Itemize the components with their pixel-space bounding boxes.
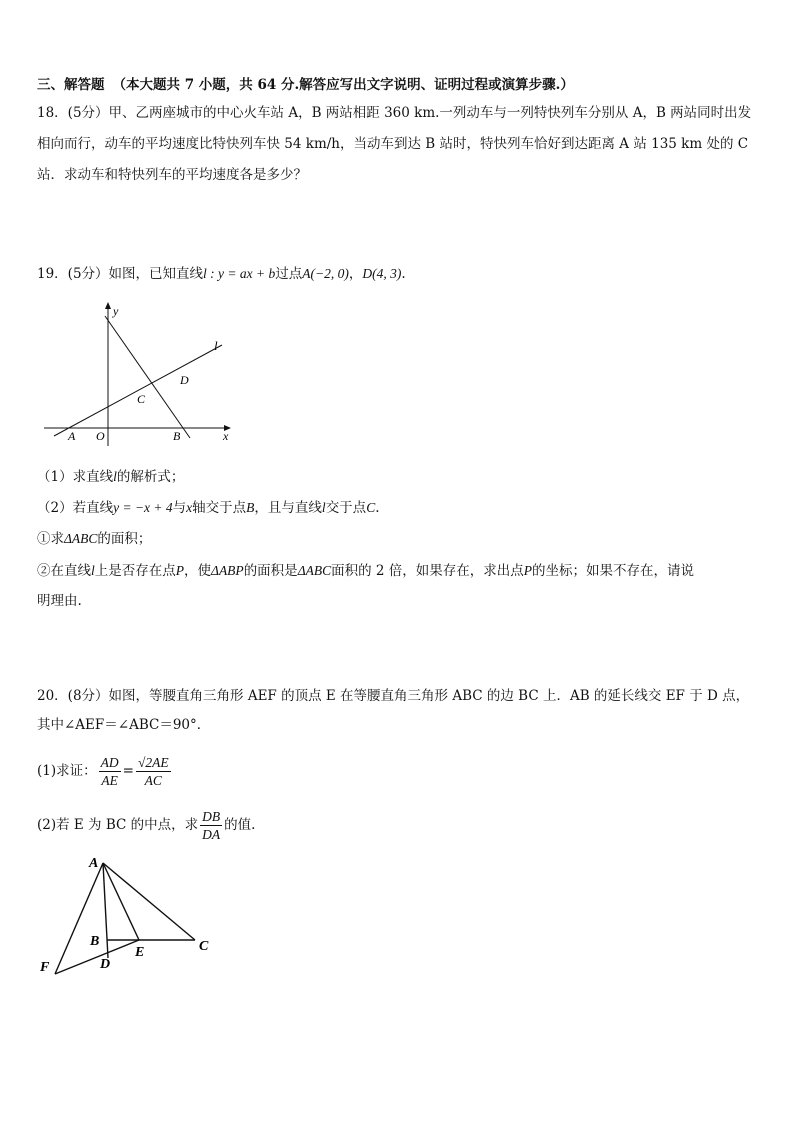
q20-part2-text-b: 的值.	[224, 817, 256, 833]
section-note: （本大题共 7 小题，共 64 分.解答应写出文字说明、证明过程或演算步骤.）	[112, 77, 574, 93]
q19-part-2	[37, 498, 380, 518]
fraction-numerator: DB	[202, 809, 221, 824]
label-c: C	[137, 392, 146, 406]
q19-sub2-text-c: ，使	[184, 563, 212, 579]
q19-sub-1	[37, 529, 151, 549]
q18-line-1: 18．(5分）甲、乙两座城市的中心火车站 A，B 两站相距 360 km.一列动车与一列特快列车分别从 A，B 两站同时出发	[37, 105, 752, 121]
q19-sub-2	[37, 561, 694, 581]
line-l	[54, 345, 222, 436]
line-bc	[105, 316, 190, 438]
q19-sub2-triangle-abc: ΔABC	[297, 563, 332, 578]
q19-sub2-var-p: P	[175, 563, 185, 578]
q19-sub2-text-d: 的面积是	[243, 563, 298, 579]
q19-sub2-triangle-abp: ΔABP	[211, 563, 244, 578]
fraction-root2ae-ac	[136, 754, 171, 789]
q19-sub2-line-2: 明理由.	[37, 593, 82, 609]
q19-part2-equation: y = −x + 4	[113, 500, 173, 515]
q19-part2-var-c: C	[366, 500, 376, 515]
q18-line-3: 站．求动车和特快列车的平均速度各是多少？	[37, 167, 307, 183]
q19-part2-var-b: B	[246, 500, 255, 515]
q20-triangle-figure	[35, 852, 225, 982]
q19-part2-var-l: l	[321, 500, 326, 515]
q20-line-1: 20．(8分）如图，等腰直角三角形 AEF 的顶点 E 在等腰直角三角形 ABC 的边 BC 上．AB 的延长线交 EF 于 D 点，	[37, 688, 750, 704]
q19-end: .	[401, 266, 406, 282]
q19-stem	[37, 264, 406, 284]
fraction-numerator: √2AE	[137, 755, 169, 770]
section-header	[37, 75, 574, 95]
q18-line-2: 相向而行，动车的平均速度比特快列车快 54 km/h，当动车到达 B 站时，特快列车恰好到达距离 A 站 135 km 处的 C	[37, 136, 749, 152]
segment-ae	[103, 863, 139, 940]
y-axis-arrow	[105, 302, 111, 309]
fraction-numerator: AD	[100, 755, 119, 770]
fraction-denominator: DA	[202, 827, 221, 842]
q19-sub2-var-p2: P	[523, 563, 533, 578]
q19-sub1-text-a: ①求	[37, 531, 64, 547]
q19-part2-text-e: 交于点	[325, 500, 367, 516]
q19-sep: ，	[348, 266, 363, 282]
q19-prefix: 19．(5分）如图，已知直线	[37, 266, 204, 282]
label-b: B	[173, 429, 181, 443]
q19-sub2-text-f: 的坐标；如果不存在，请说	[532, 563, 695, 579]
q19-part2-text-a: （2）若直线	[37, 500, 114, 516]
q19-point-d: D(4, 3)	[362, 266, 402, 281]
q19-line-equation: l : y = ax + b	[203, 266, 276, 281]
label-c: C	[199, 939, 209, 954]
q20-part-1	[37, 752, 173, 790]
segment-ac	[103, 863, 195, 940]
q19-sub2-text-a: ②在直线	[37, 563, 91, 579]
q19-sub2-var-l: l	[91, 563, 95, 578]
equals-sign: =	[122, 763, 134, 779]
q19-sub1-text-b: 的面积；	[97, 531, 152, 547]
fraction-denominator: AC	[144, 773, 162, 788]
q19-part-1	[37, 467, 184, 487]
label-a: A	[89, 856, 99, 871]
label-b: B	[90, 934, 100, 949]
q20-part2-text-a: (2)若 E 为 BC 的中点，求	[37, 817, 199, 833]
fraction-ad-ae	[99, 754, 121, 789]
label-e: E	[135, 945, 145, 960]
fraction-denominator: AE	[101, 773, 118, 788]
q19-part1-text: （1）求直线	[37, 469, 114, 485]
label-y: y	[113, 304, 119, 318]
q19-coordinate-figure	[40, 302, 240, 452]
label-d: D	[100, 957, 111, 972]
q19-part1-var-l: l	[113, 469, 117, 484]
q19-point-a: A(−2, 0)	[302, 266, 349, 281]
q19-sub2-text-b: 上是否存在点	[94, 563, 176, 579]
q19-part2-text-c: 轴交于点	[192, 500, 247, 516]
q20-part-2	[37, 806, 255, 844]
q19-part1-text-end: 的解析式；	[116, 469, 185, 485]
q19-part2-text-b: 与	[172, 500, 187, 516]
label-d: D	[180, 373, 189, 387]
label-a: A	[68, 429, 76, 443]
label-f: F	[40, 960, 50, 975]
q20-part1-text: (1)求证：	[37, 763, 97, 779]
q19-part2-text-d: ，且与直线	[254, 500, 322, 516]
segment-ad	[103, 863, 108, 958]
label-o: O	[96, 429, 105, 443]
section-heading: 三、解答题	[37, 77, 105, 93]
label-x: x	[223, 429, 229, 443]
q20-line-2: 其中∠AEF＝∠ABC＝90°．	[37, 717, 211, 733]
q19-sub2-text-e: 面积的 2 倍，如果存在，求出点	[331, 563, 524, 579]
q19-sub1-triangle: ΔABC	[64, 531, 98, 546]
q19-part2-text-f: .	[375, 500, 380, 516]
q19-mid: 过点	[275, 266, 303, 282]
q19-part2-var-x: x	[186, 500, 193, 515]
fraction-db-da	[200, 808, 222, 843]
label-l: l	[214, 338, 218, 353]
